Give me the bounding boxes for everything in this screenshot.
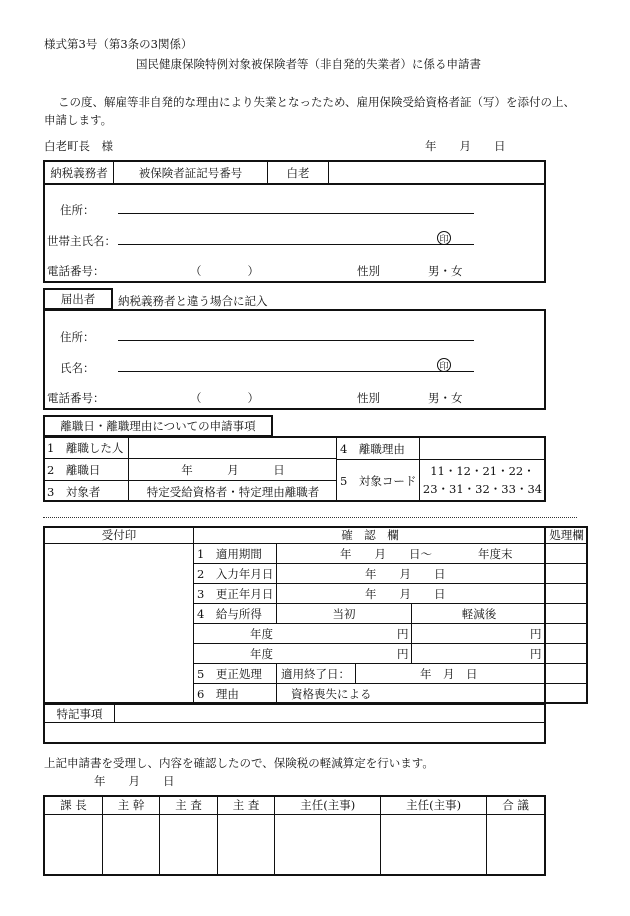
intro-line-2: 申請します。 (44, 113, 113, 127)
approval-stamp-cell[interactable] (275, 814, 381, 875)
cut-line (43, 517, 577, 518)
target-code-label: 5 対象コード (340, 474, 417, 488)
target-code-options-line-2[interactable]: 23・31・32・33・34 (422, 482, 543, 496)
seal-mark-icon: 印 (437, 231, 451, 245)
application-period-label: 1 適用期間 (197, 546, 262, 561)
applicant-section (43, 309, 546, 410)
separated-person-field[interactable] (130, 438, 336, 458)
yen-unit: 円 (530, 646, 542, 661)
form-number: 様式第3号（第3条の3関係） (44, 37, 193, 51)
target-person-options[interactable]: 特定受給資格者・特定理由離職者 (146, 484, 320, 499)
applicant-name-field[interactable] (118, 371, 474, 372)
separation-title: 離職日・離職理由についての申請事項 (60, 419, 256, 433)
approval-header: 課 長 (44, 796, 102, 814)
householder-name-label: 世帯主氏名： (47, 234, 116, 248)
fiscal-year-label: 年度 (250, 646, 273, 661)
input-date-label: 2 入力年月日 (197, 566, 274, 581)
householder-name-field[interactable] (118, 244, 474, 245)
approval-header: 主任(主事) (381, 796, 487, 814)
addressee: 白老町長 様 (44, 139, 113, 153)
taxpayer-phone-label: 電話番号： (47, 264, 105, 278)
processing-column (545, 526, 588, 704)
revision-date-field[interactable]: 年 月 日 (365, 586, 446, 601)
applicant-address-field[interactable] (118, 340, 474, 341)
taxpayer-phone-field[interactable]: （ ） (190, 264, 259, 278)
approval-stamp-cell[interactable] (217, 814, 274, 875)
processing-header: 処理欄 (549, 528, 584, 542)
approval-header: 主 査 (160, 796, 217, 814)
seal-mark-icon: 印 (437, 358, 451, 372)
separation-reason-label: 4 離職理由 (340, 441, 405, 456)
salary-reduced-label: 軽減後 (461, 606, 497, 621)
insured-number-field[interactable] (330, 162, 544, 183)
salary-income-label: 4 給与所得 (197, 606, 262, 621)
separation-date-field[interactable]: 年 月 日 (181, 462, 285, 477)
acceptance-date[interactable]: 年 月 日 (94, 774, 175, 788)
applicant-phone-label: 電話番号： (47, 391, 105, 405)
reason-value: 資格喪失による (291, 686, 372, 701)
special-notes-field[interactable] (45, 724, 544, 742)
approval-header: 主 査 (217, 796, 274, 814)
taxpayer-address-field[interactable] (118, 213, 474, 214)
application-period-field[interactable]: 年 月 日～ 年度末 (340, 546, 513, 561)
separated-person-label: 1 離職した人 (47, 441, 124, 455)
applicant-sex-options[interactable]: 男・女 (428, 391, 463, 405)
applicant-sex-label: 性別 (357, 391, 380, 405)
end-date-field[interactable]: 年 月 日 (420, 666, 478, 681)
reception-stamp-label: 受付印 (101, 528, 137, 542)
revision-process-label: 5 更正処理 (197, 666, 262, 681)
reason-label: 6 理由 (197, 686, 239, 701)
acceptance-statement: 上記申請書を受理し、内容を確認したので、保険税の軽減算定を行います。 (44, 756, 434, 770)
approval-header: 主 幹 (102, 796, 159, 814)
insured-number-prefix: 白老 (286, 165, 310, 180)
approval-header: 合 議 (487, 796, 545, 814)
applicant-label: 届出者 (60, 292, 96, 306)
reception-stamp-area[interactable] (45, 545, 193, 703)
intro-line-1: この度、解雇等非自発的な理由により失業となったため、雇用保険受給資格者証（写）を添付の上、 (58, 95, 576, 109)
approval-table (43, 795, 546, 876)
yen-unit: 円 (397, 646, 409, 661)
fiscal-year-label: 年度 (250, 626, 273, 641)
target-person-label: 3 対象者 (47, 484, 101, 499)
special-notes-label: 特記事項 (56, 706, 103, 721)
approval-stamp-cell[interactable] (381, 814, 487, 875)
taxpayer-label: 納税義務者 (50, 165, 108, 180)
end-date-label: 適用終了日： (281, 666, 350, 681)
applicant-address-label: 住所： (60, 330, 95, 344)
confirm-header: 確 認 欄 (341, 528, 399, 542)
taxpayer-sex-options[interactable]: 男・女 (428, 264, 463, 278)
input-date-field[interactable]: 年 月 日 (365, 566, 446, 581)
approval-header: 主任(主事) (275, 796, 381, 814)
yen-unit: 円 (397, 626, 409, 641)
insured-number-label: 被保険者証記号番号 (138, 165, 243, 180)
salary-initial-label: 当初 (332, 606, 356, 621)
applicant-phone-field[interactable]: （ ） (190, 391, 259, 405)
applicant-note: 納税義務者と違う場合に記入 (118, 294, 268, 308)
applicant-name-label: 氏名： (60, 361, 95, 375)
taxpayer-address-label: 住所： (60, 203, 95, 217)
separation-reason-field[interactable] (421, 438, 544, 459)
approval-stamp-cell[interactable] (487, 814, 545, 875)
revision-date-label: 3 更正年月日 (197, 586, 274, 601)
taxpayer-sex-label: 性別 (357, 264, 380, 278)
target-code-options-line-1[interactable]: 11・12・21・22・ (430, 464, 535, 478)
yen-unit: 円 (530, 626, 542, 641)
approval-stamp-cell[interactable] (102, 814, 159, 875)
separation-date-label: 2 離職日 (47, 462, 101, 477)
form-title: 国民健康保険特例対象被保険者等（非自発的失業者）に係る申請書 (136, 57, 481, 71)
approval-stamp-cell[interactable] (160, 814, 217, 875)
application-date[interactable]: 年 月 日 (425, 139, 506, 153)
approval-stamp-cell[interactable] (44, 814, 102, 875)
